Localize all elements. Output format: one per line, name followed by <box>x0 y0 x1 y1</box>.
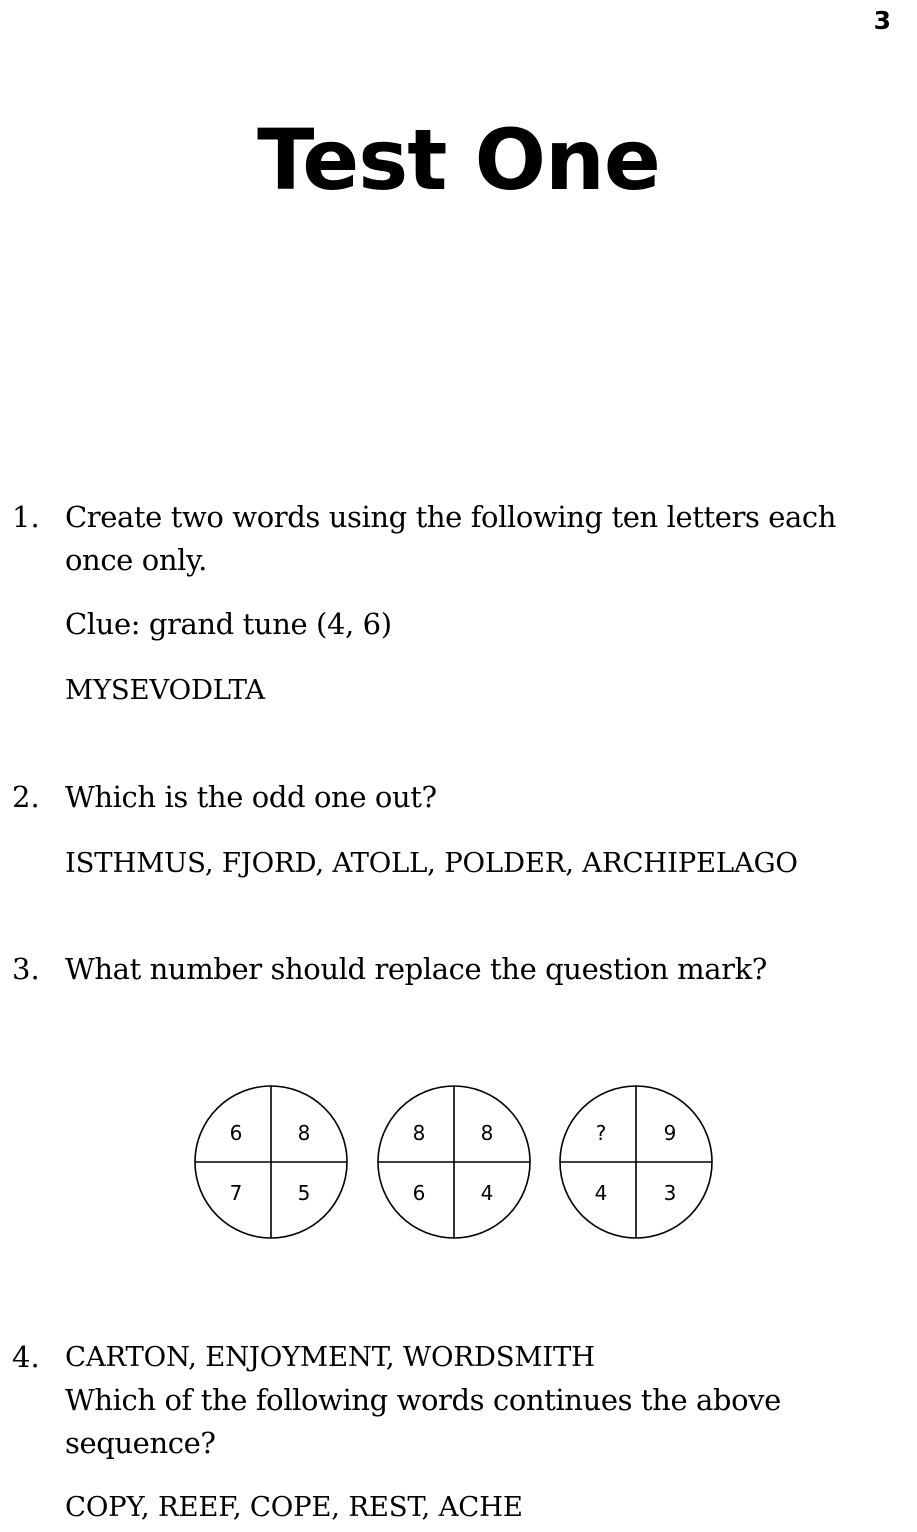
circle-3-bottom-left-number: 4 <box>594 1181 608 1205</box>
question-3-number: 3. <box>12 952 40 986</box>
question-2-text: Which is the odd one out? <box>65 780 437 814</box>
circle-1-top-left-number: 6 <box>229 1121 243 1145</box>
question-4-text: Which of the following words continues the above sequence? <box>65 1383 781 1460</box>
number-circle-2 <box>378 1086 530 1238</box>
circle-3-bottom-right-number: 3 <box>663 1181 677 1205</box>
number-circle-1 <box>195 1086 347 1238</box>
circle-3-top-left-number: ? <box>595 1121 607 1145</box>
circle-2-top-right-number: 8 <box>480 1121 494 1145</box>
number-circle-3 <box>560 1086 712 1238</box>
page-number: 3 <box>873 6 891 35</box>
question-1-letters: MYSEVODLTA <box>65 674 265 706</box>
circle-3-top-right-number: 9 <box>663 1121 677 1145</box>
question-1-text: Create two words using the following ten letters each once only. <box>65 500 837 577</box>
circle-1-top-right-number: 8 <box>297 1121 311 1145</box>
question-4-options: COPY, REEF, COPE, REST, ACHE <box>65 1491 523 1523</box>
circle-2-bottom-left-number: 6 <box>412 1181 426 1205</box>
circle-2-bottom-right-number: 4 <box>480 1181 494 1205</box>
question-2-number: 2. <box>12 780 40 814</box>
question-2-options: ISTHMUS, FJORD, ATOLL, POLDER, ARCHIPELAGO <box>65 847 798 879</box>
circle-2-top-left-number: 8 <box>412 1121 426 1145</box>
page-title: Test One <box>257 111 660 209</box>
question-4-sequence: CARTON, ENJOYMENT, WORDSMITH <box>65 1341 595 1373</box>
circle-1-bottom-right-number: 5 <box>297 1181 311 1205</box>
question-1-number: 1. <box>12 500 40 534</box>
circle-1-bottom-left-number: 7 <box>229 1181 243 1205</box>
question-3-text: What number should replace the question mark? <box>65 952 767 986</box>
question-4-number: 4. <box>12 1340 40 1374</box>
question-1-clue: Clue: grand tune (4, 6) <box>65 607 392 641</box>
